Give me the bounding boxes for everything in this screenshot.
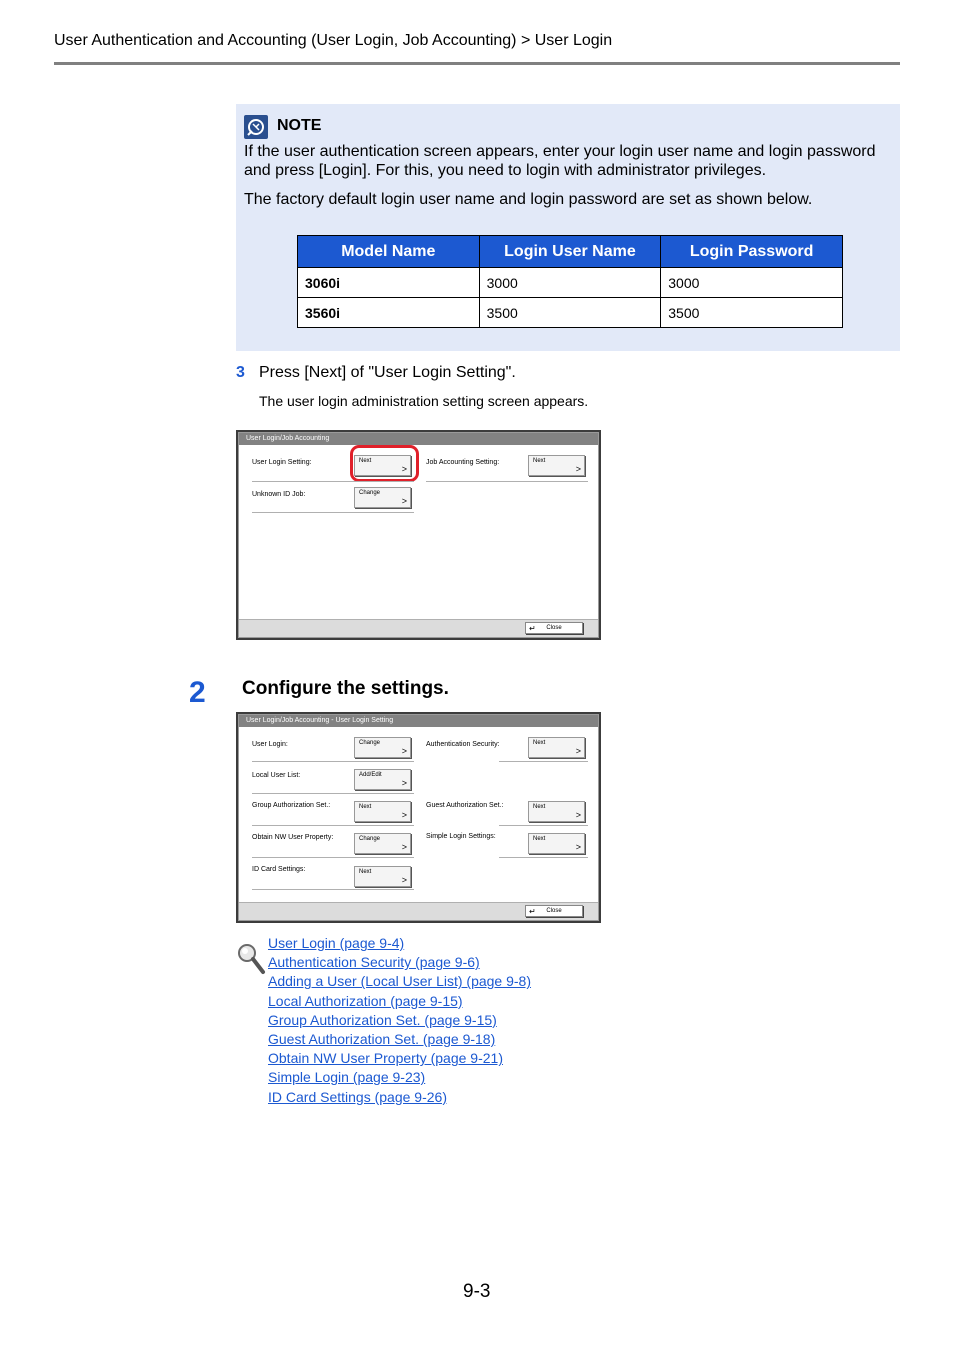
chevron-right-icon: > — [401, 842, 407, 852]
divider — [252, 512, 414, 513]
close-label: Close — [546, 625, 562, 631]
link-authentication-security[interactable]: Authentication Security (page 9-6) — [268, 954, 480, 971]
button-label: Next — [359, 804, 372, 810]
magnifier-icon — [236, 942, 266, 976]
chevron-right-icon: > — [575, 842, 581, 852]
red-highlight-circle — [350, 445, 419, 482]
table-cell: 3060i — [298, 268, 480, 298]
reference-links — [268, 934, 531, 1107]
table-cell: 3000 — [661, 268, 843, 298]
default-login-table — [297, 235, 843, 328]
link-local-authorization[interactable]: Local Authorization (page 9-15) — [268, 992, 463, 1009]
step-heading: Configure the settings. — [242, 678, 449, 699]
simple-login-settings-next-button[interactable] — [528, 833, 585, 854]
return-arrow-icon: ↵ — [529, 907, 536, 916]
button-label: Next — [533, 836, 546, 842]
button-label: Add/Edit — [359, 772, 382, 778]
column-header: Login User Name — [479, 236, 661, 268]
guest-authorization-next-button[interactable] — [528, 801, 585, 822]
close-button[interactable] — [525, 905, 583, 917]
link-obtain-nw-user-property[interactable]: Obtain NW User Property (page 9-21) — [268, 1050, 503, 1067]
chevron-right-icon: > — [575, 464, 581, 474]
setting-label: Job Accounting Setting: — [426, 459, 500, 466]
column-header: Model Name — [298, 236, 480, 268]
divider — [252, 481, 414, 482]
screen-title: User Login/Job Accounting - User Login Setting — [239, 715, 598, 727]
button-label: Change — [359, 740, 381, 746]
screen-footer — [239, 902, 598, 920]
table-cell: 3000 — [479, 268, 661, 298]
step-number: 3 — [236, 364, 245, 381]
column-header: Login Password — [661, 236, 843, 268]
setting-label: Simple Login Settings: — [426, 833, 496, 840]
table-row — [298, 298, 843, 328]
button-label: Next — [359, 458, 372, 464]
table-cell: 3500 — [479, 298, 661, 328]
divider — [499, 825, 588, 826]
chevron-right-icon: > — [401, 875, 407, 885]
link-adding-a-user[interactable]: Adding a User (Local User List) (page 9-8) — [268, 973, 532, 990]
authentication-security-next-button[interactable] — [528, 737, 585, 758]
screen-panel — [238, 432, 599, 638]
button-label: Next — [359, 869, 372, 875]
divider — [499, 761, 588, 762]
setting-label: Unknown ID Job: — [252, 491, 306, 498]
divider — [426, 481, 588, 482]
setting-label: Local User List: — [252, 772, 301, 779]
close-button[interactable] — [525, 622, 583, 634]
button-label: Change — [359, 490, 381, 496]
divider — [252, 889, 414, 890]
table-header-row — [298, 236, 843, 268]
setting-label: Authentication Security: — [426, 741, 500, 748]
return-arrow-icon: ↵ — [529, 624, 536, 633]
divider — [252, 825, 414, 826]
obtain-nw-user-property-change-button[interactable] — [354, 833, 411, 854]
chevron-right-icon: > — [575, 746, 581, 756]
chevron-right-icon: > — [401, 496, 407, 506]
note-icon — [244, 115, 268, 139]
chevron-right-icon: > — [401, 778, 407, 788]
divider — [252, 793, 414, 794]
step-result: The user login administration setting screen appears. — [259, 393, 589, 409]
step-instruction: Press [Next] of "User Login Setting". — [259, 364, 516, 381]
id-card-settings-next-button[interactable] — [354, 866, 411, 887]
link-id-card-settings[interactable]: ID Card Settings (page 9-26) — [268, 1088, 447, 1105]
screen-panel — [238, 714, 599, 921]
button-label: Change — [359, 836, 381, 842]
button-label: Next — [533, 458, 546, 464]
page-number: 9-3 — [463, 1281, 491, 1302]
setting-label: Group Authorization Set.: — [252, 802, 331, 809]
note-paragraph: If the user authentication screen appears, enter your login user name and login password and press [Login]. For this, you need to login with administrator privileges. — [244, 143, 876, 179]
header-divider — [54, 62, 900, 65]
chevron-right-icon: > — [401, 746, 407, 756]
link-group-authorization[interactable]: Group Authorization Set. (page 9-15) — [268, 1011, 497, 1028]
divider — [252, 857, 414, 858]
link-guest-authorization[interactable]: Guest Authorization Set. (page 9-18) — [268, 1030, 496, 1047]
screenshot-user-login-setting — [236, 712, 601, 923]
setting-label: ID Card Settings: — [252, 866, 306, 873]
link-user-login[interactable]: User Login (page 9-4) — [268, 935, 405, 951]
note-paragraph: The factory default login user name and login password are set as shown below. — [244, 191, 813, 208]
setting-label: User Login: — [252, 741, 288, 748]
unknown-id-job-change-button[interactable] — [354, 487, 411, 508]
link-simple-login[interactable]: Simple Login (page 9-23) — [268, 1069, 426, 1086]
note-box — [236, 104, 900, 351]
setting-label: User Login Setting: — [252, 459, 312, 466]
setting-label: Obtain NW User Property: — [252, 834, 334, 841]
user-login-change-button[interactable] — [354, 737, 411, 758]
button-label: Next — [533, 740, 546, 746]
local-user-list-add-edit-button[interactable] — [354, 769, 411, 790]
job-accounting-setting-next-button[interactable] — [528, 455, 585, 476]
button-label: Next — [533, 804, 546, 810]
chevron-right-icon: > — [575, 810, 581, 820]
table-cell: 3500 — [661, 298, 843, 328]
group-authorization-next-button[interactable] — [354, 801, 411, 822]
screen-footer — [239, 619, 598, 637]
close-label: Close — [546, 908, 562, 914]
table-row — [298, 268, 843, 298]
divider — [252, 761, 414, 762]
note-title: NOTE — [277, 117, 322, 134]
step-number-large: 2 — [189, 676, 206, 709]
page-header-breadcrumb: User Authentication and Accounting (User Login, Job Accounting) > User Login — [54, 32, 613, 49]
screen-title: User Login/Job Accounting — [239, 433, 598, 445]
table-cell: 3560i — [298, 298, 480, 328]
chevron-right-icon: > — [401, 810, 407, 820]
divider — [499, 857, 588, 858]
screenshot-user-login-job-accounting — [236, 430, 601, 640]
setting-label: Guest Authorization Set.: — [426, 802, 504, 809]
chevron-right-icon: > — [401, 464, 407, 474]
